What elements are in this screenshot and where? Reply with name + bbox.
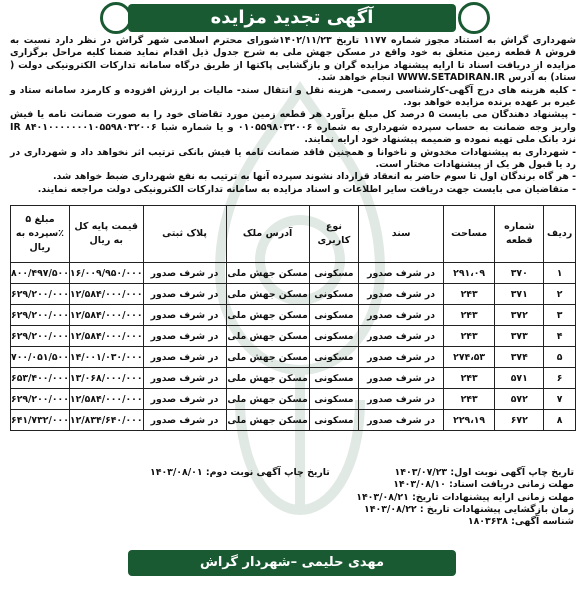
usage-cell: مسکونی	[309, 326, 359, 347]
mayor-signature: مهدی حلیمی –شهردار گراش	[128, 550, 456, 576]
table-body	[11, 263, 576, 431]
table-row	[11, 284, 576, 305]
deed-cell: در شرف صدور	[359, 284, 444, 305]
deed-cell: در شرف صدور	[359, 389, 444, 410]
row-number-cell: ۳	[544, 305, 576, 326]
address-cell: مسکن جهش ملی	[226, 326, 309, 347]
lot-number-cell: ۶۷۲	[495, 410, 544, 431]
header-right-ornament	[458, 2, 490, 34]
deposit-cell: ۶۲۹/۲۰۰/۰۰۰	[11, 284, 70, 305]
row-number-cell: ۱	[544, 263, 576, 284]
condition-info: - متقاضیان می بایست جهت دریافت سایر اطلاعات و اسناد مزایده به سامانه تدارکات الکترونیکی دولت مراجعه نمایند.	[37, 183, 576, 195]
address-cell: مسکن جهش ملی	[226, 368, 309, 389]
table-row	[11, 263, 576, 284]
address-cell: مسکن جهش ملی	[226, 305, 309, 326]
table-row	[11, 326, 576, 347]
col-header-area: مساحت	[444, 206, 495, 263]
notice-id: شناسه آگهی: ۱۸۰۳۶۳۸	[467, 516, 574, 528]
col-header-lot-number: شماره قطعه	[495, 206, 544, 263]
lot-number-cell: ۵۷۱	[495, 368, 544, 389]
condition-forfeit: - هر گاه برندگان اول تا سوم حاضر به انعقاد قرارداد نشوند سپرده آنها به ترتیب به نفع شهرداری ضبط خواهد شد.	[53, 171, 576, 183]
deposit-cell: ۶۵۳/۴۰۰/۰۰۰	[11, 368, 70, 389]
usage-cell: مسکونی	[309, 305, 359, 326]
deposit-cell: ۷۰۰/۰۵۱/۵۰۰	[11, 347, 70, 368]
lots-table	[10, 205, 576, 431]
deposit-cell: ۶۲۹/۲۰۰/۰۰۰	[11, 326, 70, 347]
registration-plate-cell: در شرف صدور	[143, 326, 226, 347]
lot-number-cell: ۳۷۰	[495, 263, 544, 284]
row-number-cell: ۶	[544, 368, 576, 389]
registration-plate-cell: در شرف صدور	[143, 410, 226, 431]
first-print-date: تاریخ چاپ آگهی نوبت اول: ۱۴۰۳/۰۷/۲۳	[394, 467, 574, 478]
second-print-date: تاریخ چاپ آگهی نوبت دوم: ۱۴۰۳/۰۸/۰۱	[150, 467, 330, 478]
row-number-cell: ۵	[544, 347, 576, 368]
deed-cell: در شرف صدور	[359, 347, 444, 368]
base-price-cell: ۱۲/۵۸۴/۰۰۰/۰۰۰	[69, 326, 143, 347]
row-number-cell: ۸	[544, 410, 576, 431]
lot-number-cell: ۳۷۴	[495, 347, 544, 368]
base-price-cell: ۱۲/۸۳۴/۶۴۰/۰۰۰	[69, 410, 143, 431]
deposit-cell: ۶۲۹/۲۰۰/۰۰۰	[11, 389, 70, 410]
registration-plate-cell: در شرف صدور	[143, 305, 226, 326]
document-deadline: مهلت زمانی دریافت اسناد: ۱۴۰۳/۰۸/۱۰	[393, 479, 574, 491]
col-header-address: آدرس ملک	[226, 206, 309, 263]
condition-costs: - کلیه هزینه های درج آگهی-کارشناسی رسمی- هزینه نقل و انتقال سند- مالیات بر ارزش افزوده و کارمزد سامانه ستاد و غیره بر عهده برنده مزایده خواهد بود.	[10, 84, 576, 109]
usage-cell: مسکونی	[309, 347, 359, 368]
base-price-cell: ۱۲/۵۸۴/۰۰۰/۰۰۰	[69, 389, 143, 410]
area-cell: ۲۴۳	[444, 284, 495, 305]
deed-cell: در شرف صدور	[359, 305, 444, 326]
base-price-cell: ۱۶/۰۰۹/۹۵۰/۰۰۰	[69, 263, 143, 284]
opening-date: زمان بازگشایی پیشنهادات تاریخ : ۱۴۰۳/۰۸/۲۲	[364, 503, 574, 515]
table-row	[11, 410, 576, 431]
base-price-cell: ۱۴/۰۰۱/۰۳۰/۰۰۰	[69, 347, 143, 368]
area-cell: ۲۴۳	[444, 368, 495, 389]
address-cell: مسکن جهش ملی	[226, 410, 309, 431]
address-cell: مسکن جهش ملی	[226, 347, 309, 368]
registration-plate-cell: در شرف صدور	[143, 263, 226, 284]
deed-cell: در شرف صدور	[359, 410, 444, 431]
registration-plate-cell: در شرف صدور	[143, 347, 226, 368]
address-cell: مسکن جهش ملی	[226, 284, 309, 305]
table-row	[11, 347, 576, 368]
table-header-row	[11, 206, 576, 263]
row-number-cell: ۴	[544, 326, 576, 347]
lot-number-cell: ۳۷۲	[495, 305, 544, 326]
registration-plate-cell: در شرف صدور	[143, 368, 226, 389]
registration-plate-cell: در شرف صدور	[143, 389, 226, 410]
usage-cell: مسکونی	[309, 410, 359, 431]
notice-title: آگهی تجدید مزایده	[128, 4, 456, 32]
col-header-row-number: ردیف	[544, 206, 576, 263]
area-cell: ۲۴۳	[444, 326, 495, 347]
address-cell: مسکن جهش ملی	[226, 389, 309, 410]
registration-plate-cell: در شرف صدور	[143, 284, 226, 305]
deposit-cell: ۶۲۹/۲۰۰/۰۰۰	[11, 305, 70, 326]
condition-rejection: - شهرداری به پیشنهادات مخدوش و ناخوانا و همچنین فاقد ضمانت نامه یا فیش بانکی ترتیب اثر نخواهد داد و شهرداری در رد یا قبول هر یک از پیشنهادات مختار است.	[10, 146, 576, 171]
table-row	[11, 305, 576, 326]
area-cell: ۲۴۳	[444, 305, 495, 326]
deposit-cell: ۸۰۰/۴۹۷/۵۰۰	[11, 263, 70, 284]
base-price-cell: ۱۳/۰۶۸/۰۰۰/۰۰۰	[69, 368, 143, 389]
row-number-cell: ۷	[544, 389, 576, 410]
row-number-cell: ۲	[544, 284, 576, 305]
area-cell: ۲۲۹،۱۹	[444, 410, 495, 431]
col-header-base-price: قیمت پایه کل به ریال	[69, 206, 143, 263]
usage-cell: مسکونی	[309, 389, 359, 410]
lot-number-cell: ۳۷۳	[495, 326, 544, 347]
deed-cell: در شرف صدور	[359, 263, 444, 284]
deposit-cell: ۶۴۱/۷۳۲/۰۰۰	[11, 410, 70, 431]
usage-cell: مسکونی	[309, 284, 359, 305]
usage-cell: مسکونی	[309, 368, 359, 389]
address-cell: مسکن جهش ملی	[226, 263, 309, 284]
deed-cell: در شرف صدور	[359, 326, 444, 347]
col-header-deposit: مبلغ ۵ ٪سپرده به ریال	[11, 206, 70, 263]
proposal-deadline: مهلت زمانی ارایه پیشنهادات تاریخ: ۱۴۰۳/۰۸/۲۱	[356, 491, 574, 503]
base-price-cell: ۱۲/۵۸۴/۰۰۰/۰۰۰	[69, 284, 143, 305]
intro-paragraph: شهرداری گراش به استناد مجوز شماره ۱۱۷۷ تاریخ ۱۴۰۲/۱۱/۲۳شورای محترم اسلامی شهر گراش در نظر دارد نسبت به فروش ۸ قطعه زمین متعلق به خود واقع در مسکن جهش ملی به شرح جدول ذیل اقدام نماید ضمنا کلیه مراحل برگزاری مزایده از دریافت اسناد تا ارایه پیشنهاد مزایده گران و بازگشایی پاکتها از طریق درگاه سامانه تدارکات الکترونیکی دولت ( ستاد) به آدرس WWW.SETADIRAN.IR انجام خواهد شد.	[10, 35, 577, 84]
col-header-deed: سند	[359, 206, 444, 263]
area-cell: ۲۷۴،۵۳	[444, 347, 495, 368]
deed-cell: در شرف صدور	[359, 368, 444, 389]
base-price-cell: ۱۲/۵۸۴/۰۰۰/۰۰۰	[69, 305, 143, 326]
lot-number-cell: ۵۷۲	[495, 389, 544, 410]
col-header-usage: نوع کاربری	[309, 206, 359, 263]
table-row	[11, 368, 576, 389]
notice-body	[10, 35, 576, 196]
lot-number-cell: ۳۷۱	[495, 284, 544, 305]
area-cell: ۲۹۱،۰۹	[444, 263, 495, 284]
col-header-registration-plate: پلاک ثبتی	[143, 206, 226, 263]
condition-deposit: - پیشنهاد دهندگان می بایست ۵ درصد کل مبلغ برآورد هر قطعه زمین مورد تقاضای خود را به صورت ضمانت نامه یا فیش واریز وجه ضمانت به حساب سپرده شهرداری به شماره ۰۱۰۵۵۹۸۰۳۲۰۰۶ و یا شماره شبا ۸۴۰۱۰۰۰۰۰۰۰۱۰۵۵۹۸۰۳۲۰۰۶ IR نزد بانک ملی تهیه نموده و ضمیمه پیشنهاد خود ارایه نمایند.	[10, 109, 577, 146]
table-row	[11, 389, 576, 410]
usage-cell: مسکونی	[309, 263, 359, 284]
area-cell: ۲۴۳	[444, 389, 495, 410]
